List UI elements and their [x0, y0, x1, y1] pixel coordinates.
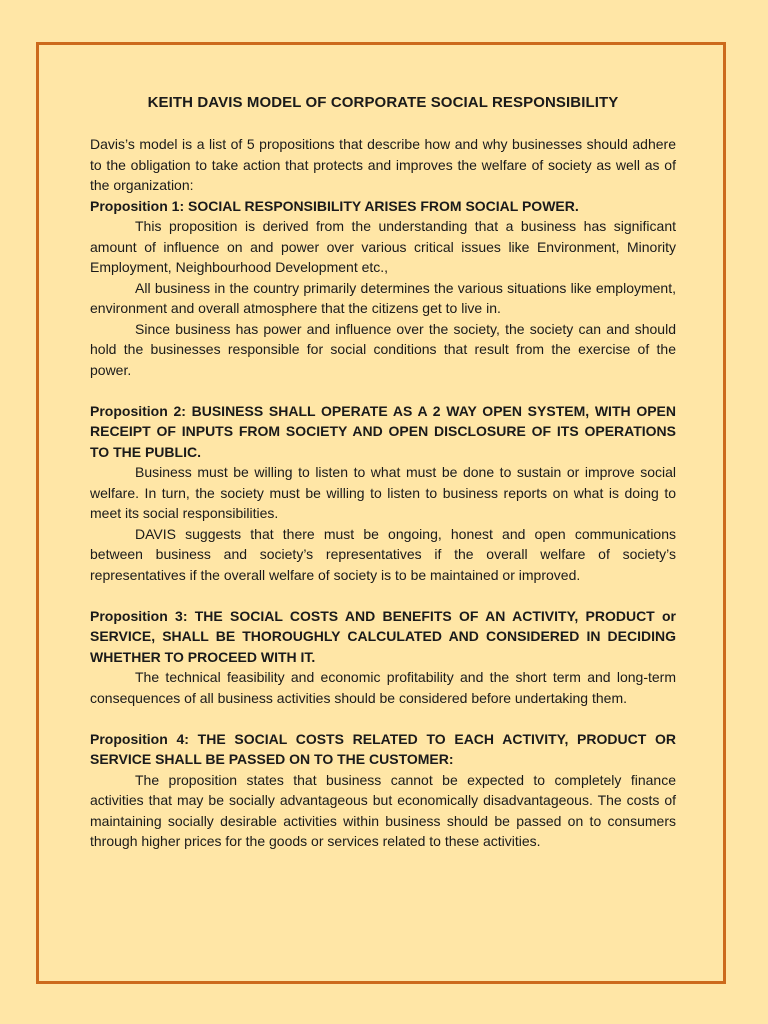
proposition-heading: Proposition 1: SOCIAL RESPONSIBILITY ARISES FROM SOCIAL POWER. — [90, 197, 579, 214]
document-body — [90, 92, 676, 872]
document-title: KEITH DAVIS MODEL OF CORPORATE SOCIAL RESPONSIBILITY — [147, 94, 619, 111]
proposition-paragraph: DAVIS suggests that there must be ongoing, honest and open communications between business and society’s representatives if the overall welfare of society’s representatives if the overall welfare of society is to be maintained or improved. — [90, 525, 676, 583]
proposition-paragraph: All business in the country primarily determines the various situations like employment, environment and overall atmosphere that the citizens get to live in. — [90, 279, 676, 316]
intro-paragraph: Davis’s model is a list of 5 propositions that describe how and why businesses should adhere to the obligation to take action that protects and improves the welfare of society as well as of the organization: — [90, 136, 676, 193]
proposition-heading: Proposition 3: THE SOCIAL COSTS AND BENEFITS OF AN ACTIVITY, PRODUCT or SERVICE, SHALL BE THOROUGHLY CALCULATED AND CONSIDERED IN DECIDING WHETHER TO PROCEED WITH IT. — [90, 607, 676, 665]
proposition-3 — [90, 606, 676, 709]
proposition-heading: Proposition 2: BUSINESS SHALL OPERATE AS A 2 WAY OPEN SYSTEM, WITH OPEN RECEIPT OF INPUTS FROM SOCIETY AND OPEN DISCLOSURE OF ITS OPERATIONS TO THE PUBLIC. — [90, 402, 676, 460]
proposition-paragraph: Business must be willing to listen to what must be done to sustain or improve social welfare. In turn, the society must be willing to listen to business reports on what is doing to meet its social responsibilities. — [90, 464, 676, 521]
proposition-paragraph: This proposition is derived from the understanding that a business has significant amount of influence on and power over various critical issues like Environment, Minority Employment, Neighbourhood Development etc., — [90, 218, 676, 275]
proposition-paragraph: The technical feasibility and economic profitability and the short term and long-term consequences of all business activities should be considered before undertaking them. — [90, 669, 676, 706]
proposition-2 — [90, 401, 676, 586]
proposition-1 — [90, 196, 676, 381]
proposition-paragraph: Since business has power and influence over the society, the society can and should hold the businesses responsible for social conditions that result from the exercise of the power. — [90, 320, 676, 378]
proposition-paragraph: The proposition states that business cannot be expected to completely finance activities that may be socially advantageous but economically disadvantageous. The costs of maintaining socially desirable activities within business should be passed on to consumers through higher prices for the goods or services related to these activities. — [90, 771, 676, 849]
proposition-heading: Proposition 4: THE SOCIAL COSTS RELATED TO EACH ACTIVITY, PRODUCT OR SERVICE SHALL BE PASSED ON TO THE CUSTOMER: — [90, 730, 676, 767]
proposition-4 — [90, 729, 676, 852]
